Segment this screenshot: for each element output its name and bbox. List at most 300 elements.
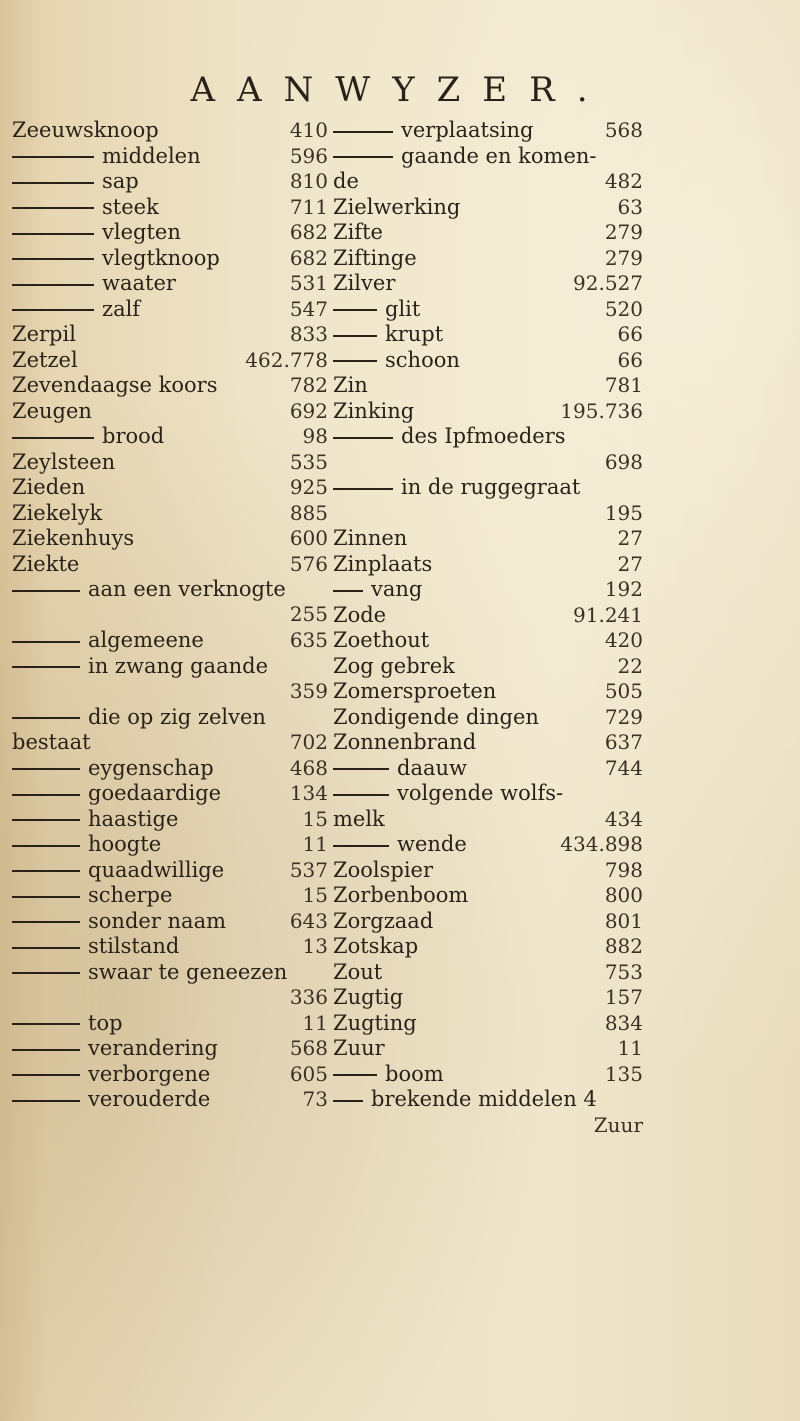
entry-page-number: 882 (604, 934, 643, 958)
entry-page-number: 810 (289, 169, 328, 193)
entry-page-number: 195 (604, 500, 643, 525)
entry-term (12, 858, 224, 884)
index-entry (333, 1036, 643, 1062)
entry-page-number: 98 (302, 424, 328, 448)
ditto-dash (12, 1023, 80, 1025)
entry-term (12, 832, 161, 858)
entry-term (333, 807, 385, 833)
entry-page-number: 801 (604, 908, 643, 933)
ditto-dash (333, 309, 377, 311)
ditto-dash (12, 258, 94, 260)
entry-page-number: 92.527 (573, 271, 643, 295)
entry-page-number: 925 (289, 475, 328, 499)
page-header: AANWYZER. (190, 70, 610, 110)
entry-term-text: Zotskap (333, 934, 419, 958)
entry-term-text: melk (333, 806, 385, 831)
entry-term (12, 322, 76, 348)
entry-page-number: 462.778 (245, 347, 328, 372)
ditto-dash (12, 845, 80, 847)
index-entry (12, 526, 328, 552)
entry-term (12, 730, 91, 756)
index-entry (12, 1036, 328, 1062)
entry-term-text: des Ipfmoeders (401, 424, 566, 448)
index-entry (333, 883, 643, 909)
entry-term-text: scherpe (88, 883, 173, 907)
entry-term-text: daauw (397, 755, 467, 780)
index-entry (12, 832, 328, 858)
entry-term (333, 730, 476, 756)
entry-term (12, 1036, 218, 1062)
entry-term-text: Zifte (333, 220, 383, 244)
entry-term (333, 628, 429, 654)
entry-term-text: Zetzel (12, 347, 78, 372)
entry-term (333, 960, 382, 986)
index-entry (333, 1113, 643, 1139)
entry-term-text: Zorbenboom (333, 883, 469, 907)
entry-term (12, 883, 172, 909)
entry-page-number: 643 (289, 908, 328, 933)
entry-term (333, 781, 563, 807)
entry-term (333, 322, 443, 348)
index-entry (333, 960, 643, 986)
entry-term (12, 628, 204, 654)
index-entry (12, 934, 328, 960)
entry-term-text: Zinnen (333, 526, 408, 550)
entry-page-number: 134 (289, 781, 328, 805)
entry-term (12, 577, 286, 603)
entry-page-number: 753 (604, 959, 643, 984)
index-entry (333, 934, 643, 960)
entry-term (12, 756, 214, 782)
entry-term (12, 705, 266, 731)
entry-term-text: Ziekte (12, 551, 80, 576)
index-entry (333, 195, 643, 221)
entry-page-number: 66 (617, 322, 643, 346)
entry-term-text: krupt (385, 322, 444, 346)
ditto-dash (12, 896, 80, 898)
index-entry (12, 960, 328, 1011)
index-entry (333, 220, 643, 246)
entry-page-number: 22 (617, 653, 643, 678)
index-entry (12, 144, 328, 170)
ditto-dash (12, 182, 94, 184)
entry-term-text: Zomersproeten (333, 679, 497, 703)
entry-term-text: Zeylsteen (12, 449, 116, 474)
ditto-dash (12, 284, 94, 286)
entry-page-number: 798 (604, 857, 643, 882)
entry-page-number: 535 (289, 449, 328, 474)
index-entry (333, 501, 643, 527)
index-entry (333, 1062, 643, 1088)
entry-term-text: Zeugen (12, 398, 92, 423)
entry-term-text: Zoolspier (333, 857, 433, 882)
index-entry (12, 1062, 328, 1088)
left-column (12, 118, 328, 1113)
entry-page-number: 600 (289, 526, 328, 550)
entry-page-number: 800 (604, 883, 643, 907)
entry-term-text: Zilver (333, 271, 396, 295)
entry-term-text: algemeene (88, 628, 204, 652)
entry-term-text: haastige (88, 806, 179, 831)
entry-term (333, 195, 460, 221)
ditto-dash (333, 1074, 377, 1076)
entry-term (333, 654, 455, 680)
entry-term-text: stilstand (88, 934, 180, 958)
entry-term (12, 1062, 210, 1088)
entry-term-text: waater (102, 271, 176, 295)
ditto-dash (12, 590, 80, 592)
ditto-dash (12, 870, 80, 872)
entry-page-number: 729 (604, 704, 643, 729)
entry-term-text: Zinplaats (333, 551, 433, 576)
entry-page-number: 781 (604, 373, 643, 397)
entry-term-text: volgende wolfs- (397, 781, 564, 805)
index-entry (12, 297, 328, 323)
entry-term-text: steek (102, 194, 159, 219)
entry-term (12, 807, 178, 833)
index-entry (333, 297, 643, 323)
entry-term-text: schoon (385, 347, 460, 372)
entry-term (333, 399, 414, 425)
index-entry (333, 807, 643, 833)
entry-term-text: verplaatsing (401, 118, 534, 142)
index-entry (333, 603, 643, 629)
entry-term (333, 373, 368, 399)
index-entry (12, 271, 328, 297)
entry-term-text: Zode (333, 602, 387, 627)
index-entry (12, 399, 328, 425)
index-entry (333, 373, 643, 399)
index-entry (333, 399, 643, 425)
index-entry (12, 628, 328, 654)
entry-page-number: 11 (617, 1036, 643, 1060)
ditto-dash (12, 819, 80, 821)
ditto-dash (12, 1049, 80, 1051)
index-entry (12, 781, 328, 807)
entry-page-number: 568 (289, 1036, 328, 1060)
index-entry (12, 1011, 328, 1037)
index-entry (333, 271, 643, 297)
entry-term (333, 169, 359, 195)
ditto-dash (333, 335, 377, 337)
entry-term (333, 883, 468, 909)
ditto-dash (333, 156, 393, 158)
entry-page-number: 682 (289, 245, 328, 270)
ditto-dash (12, 717, 80, 719)
entry-term-text: Zinking (333, 398, 415, 423)
entry-page-number: 702 (289, 730, 328, 754)
entry-term-text: Zerpil (12, 322, 76, 346)
ditto-dash (12, 768, 80, 770)
right-column (333, 118, 643, 1138)
entry-term (333, 424, 566, 450)
entry-page-number: 195.736 (560, 398, 643, 423)
entry-page-number: 73 (302, 1087, 328, 1111)
index-entry (12, 424, 328, 450)
entry-page-number: 336 (289, 984, 328, 1009)
entry-term-text: verouderde (88, 1087, 211, 1111)
entry-term (333, 348, 460, 374)
entry-term-text: hoogte (88, 832, 162, 856)
entry-page-number: 635 (289, 628, 328, 652)
entry-page-number: 782 (289, 373, 328, 397)
entry-term-text: eygenschap (88, 755, 214, 780)
entry-term (12, 169, 139, 195)
index-entry (333, 756, 643, 782)
entry-page-number: 833 (289, 322, 328, 346)
entry-term-text: Zugtig (333, 985, 404, 1009)
entry-term (12, 1087, 210, 1113)
index-entry (333, 679, 643, 705)
entry-term (333, 679, 496, 705)
ditto-dash (333, 437, 393, 439)
ditto-dash (333, 768, 389, 770)
entry-term (12, 934, 179, 960)
entry-page-number: 531 (289, 271, 328, 295)
entry-page-number: 468 (289, 755, 328, 780)
index-entry (333, 1087, 643, 1113)
entry-term-text: verborgene (88, 1061, 211, 1086)
entry-page-number: 27 (617, 551, 643, 576)
entry-term-text: Zuur (333, 1036, 385, 1060)
entry-term-text: goedaardige (88, 781, 222, 805)
entry-page-number: 420 (604, 628, 643, 652)
index-entry (333, 730, 643, 756)
index-entry (333, 654, 643, 680)
entry-term (12, 1011, 123, 1037)
entry-term (333, 705, 539, 731)
entry-page-number: 637 (604, 730, 643, 754)
ditto-dash (333, 1100, 363, 1102)
entry-page-number: 66 (617, 347, 643, 372)
entry-term (333, 832, 467, 858)
entry-page-number: 605 (289, 1061, 328, 1086)
entry-page-number: 568 (604, 118, 643, 142)
index-entry (12, 322, 328, 348)
entry-page-number: 255 (289, 602, 328, 626)
index-entry (12, 450, 328, 476)
entry-term-text: Zog gebrek (333, 653, 455, 678)
entry-page-number: 157 (604, 985, 643, 1009)
entry-term (333, 1087, 597, 1113)
index-entry (333, 348, 643, 374)
index-entry (333, 118, 643, 144)
entry-page-number: 63 (617, 194, 643, 219)
index-entry (12, 501, 328, 527)
entry-term (12, 501, 102, 527)
index-entry (12, 705, 328, 731)
entry-term-text: quaadwillige (88, 857, 225, 882)
entry-term (333, 220, 383, 246)
entry-page-number: 434 (604, 806, 643, 831)
entry-term (333, 475, 580, 501)
ditto-dash (12, 207, 94, 209)
index-entry (333, 246, 643, 272)
entry-page-number: 711 (289, 194, 328, 219)
entry-term-text: Zugting (333, 1010, 417, 1035)
entry-term (333, 1011, 417, 1037)
index-entry (333, 909, 643, 935)
entry-term-text: sonder naam (88, 908, 227, 933)
entry-term-text: boom (385, 1061, 444, 1086)
entry-page-number: 15 (302, 806, 328, 831)
entry-term-text: gaande en komen- (401, 143, 597, 168)
entry-page-number: 505 (604, 679, 643, 703)
entry-term (12, 373, 217, 399)
entry-page-number: 537 (289, 857, 328, 882)
entry-term-text: vlegten (102, 220, 181, 244)
entry-page-number: 13 (302, 934, 328, 958)
index-entry (12, 118, 328, 144)
entry-term-text: vlegtknoop (102, 245, 220, 270)
entry-page-number: 482 (604, 169, 643, 193)
entry-term (12, 246, 220, 272)
index-entry (12, 373, 328, 399)
entry-page-number: 520 (604, 296, 643, 321)
entry-page-number: 279 (604, 245, 643, 270)
index-entry (333, 322, 643, 348)
entry-page-number: 410 (289, 118, 328, 142)
entry-term (12, 552, 79, 578)
index-entry (12, 883, 328, 909)
entry-term (12, 348, 78, 374)
ditto-dash (12, 794, 80, 796)
entry-term-text: top (88, 1010, 123, 1035)
entry-page-number: Zuur (593, 1112, 643, 1137)
entry-term (333, 985, 403, 1011)
entry-page-number: 279 (604, 220, 643, 244)
ditto-dash (333, 845, 389, 847)
index-entry (12, 195, 328, 221)
ditto-dash (12, 972, 80, 974)
entry-term-text: Zeeuwsknoop (12, 118, 159, 142)
entry-page-number: 744 (604, 755, 643, 780)
index-entry (333, 424, 643, 450)
index-entry (12, 756, 328, 782)
entry-term-text: Zevendaagse koors (12, 373, 218, 397)
entry-page-number: 576 (289, 551, 328, 576)
ditto-dash (333, 488, 393, 490)
entry-term-text: Zieden (12, 475, 86, 499)
entry-page-number: 698 (604, 449, 643, 474)
entry-term-text: Zout (333, 959, 383, 984)
index-entry (12, 169, 328, 195)
entry-term-text: de (333, 169, 359, 193)
entry-page-number: 11 (302, 1010, 328, 1035)
entry-term (12, 118, 159, 144)
index-entry (333, 144, 643, 170)
entry-term (12, 220, 181, 246)
entry-term-text: verandering (88, 1036, 218, 1060)
index-entry (333, 475, 643, 501)
ditto-dash (12, 437, 94, 439)
ditto-dash (12, 309, 94, 311)
entry-term (333, 1036, 385, 1062)
entry-term-text: zalf (102, 296, 141, 321)
index-entry (12, 475, 328, 501)
index-entry (12, 654, 328, 705)
entry-term (333, 526, 407, 552)
ditto-dash (12, 233, 94, 235)
index-entry (333, 450, 643, 476)
entry-term (333, 297, 420, 323)
entry-term-text: brood (102, 424, 165, 448)
entry-term (333, 1062, 444, 1088)
index-entry (333, 577, 643, 603)
index-entry (333, 705, 643, 731)
entry-term (12, 144, 201, 170)
ditto-dash (12, 666, 80, 668)
entry-page-number: 682 (289, 220, 328, 244)
entry-term (333, 144, 597, 170)
index-entry (333, 832, 643, 858)
entry-term (333, 858, 433, 884)
ditto-dash (12, 641, 80, 643)
entry-page-number: 434.898 (560, 832, 643, 856)
entry-term (12, 781, 221, 807)
index-entry (333, 985, 643, 1011)
entry-page-number: 192 (604, 577, 643, 601)
entry-term-text: bestaat (12, 730, 91, 754)
entry-page-number: 91.241 (573, 602, 643, 627)
ditto-dash (12, 1074, 80, 1076)
entry-term-text: Ziekelyk (12, 500, 103, 525)
index-entry (333, 1011, 643, 1037)
entry-term-text: Ziekenhuys (12, 526, 135, 550)
entry-term-text: Ziftinge (333, 245, 417, 270)
index-entry (12, 220, 328, 246)
entry-page-number: 596 (289, 143, 328, 168)
entry-page-number: 11 (302, 832, 328, 856)
entry-term-text: in zwang gaande (88, 653, 268, 678)
entry-term-text: Zielwerking (333, 194, 461, 219)
entry-term (333, 603, 386, 629)
entry-term-text: in de ruggegraat (401, 475, 581, 499)
entry-term (12, 271, 176, 297)
index-entry (333, 526, 643, 552)
entry-term-text: Zonnenbrand (333, 730, 477, 754)
index-entry (333, 552, 643, 578)
entry-term (333, 577, 422, 603)
entry-term (333, 756, 467, 782)
entry-term (333, 909, 433, 935)
entry-term-text: brekende middelen 4 (371, 1087, 597, 1111)
entry-page-number: 692 (289, 398, 328, 423)
entry-term (12, 654, 268, 680)
entry-page-number: 547 (289, 296, 328, 321)
entry-term-text: Zin (333, 373, 368, 397)
entry-term-text: vang (371, 577, 423, 601)
entry-term (12, 909, 226, 935)
entry-page-number: 135 (604, 1061, 643, 1086)
ditto-dash (12, 947, 80, 949)
entry-term (12, 424, 164, 450)
ditto-dash (12, 921, 80, 923)
index-entry (12, 577, 328, 628)
entry-term-text: aan een verknogte (88, 577, 286, 601)
index-entry (333, 858, 643, 884)
ditto-dash (333, 131, 393, 133)
entry-term (333, 271, 395, 297)
entry-term (12, 399, 92, 425)
ditto-dash (333, 360, 377, 362)
entry-term (333, 552, 432, 578)
entry-term (333, 934, 418, 960)
entry-term-text: wende (397, 832, 467, 856)
entry-term-text: glit (385, 296, 421, 321)
index-entry (12, 246, 328, 272)
entry-term-text: Zoethout (333, 628, 430, 652)
